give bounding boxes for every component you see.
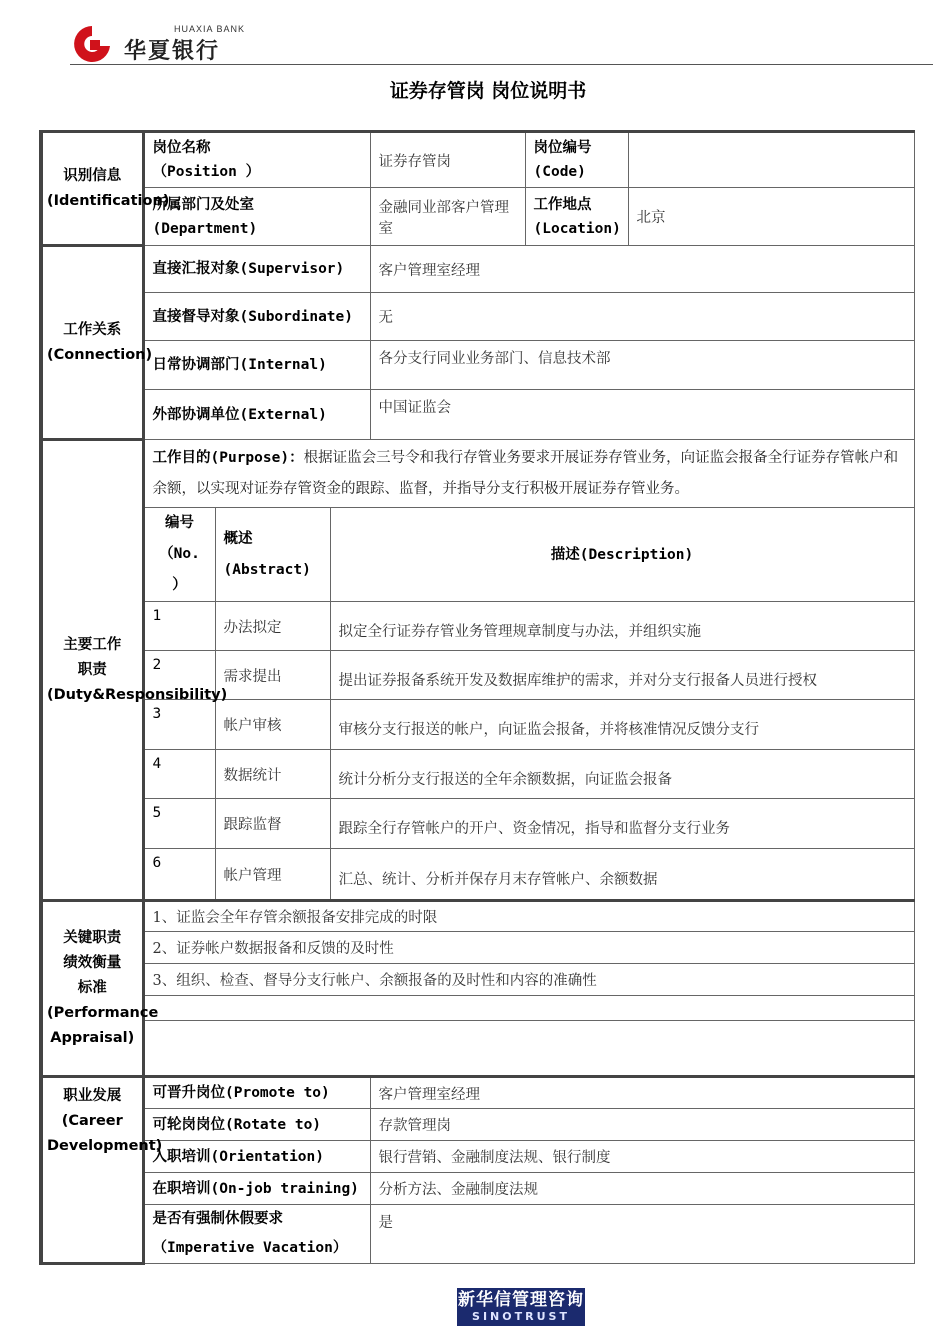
supervisor-value: 客户管理室经理 — [370, 246, 914, 293]
performance-item — [143, 996, 914, 1021]
duty-abstract: 数据统计 — [215, 750, 330, 799]
col-no-header: 编号 （No. ） — [143, 508, 215, 602]
department-label: 所属部门及处室 (Department) — [143, 188, 370, 246]
purpose — [143, 440, 914, 508]
subordinate-label: 直接督导对象(Subordinate) — [143, 293, 370, 341]
table-row — [41, 700, 914, 750]
duty-description: 提出证券报备系统开发及数据库维护的需求，并对分支行报备人员进行授权 — [330, 651, 914, 700]
duty-no: 3 — [143, 700, 215, 750]
performance-item — [143, 1021, 914, 1077]
position-value: 证券存管岗 — [370, 132, 525, 188]
col-description-header: 描述(Description) — [330, 508, 914, 602]
consultant-logo — [457, 1288, 585, 1326]
duty-abstract: 办法拟定 — [215, 602, 330, 651]
promote-value: 客户管理室经理 — [370, 1077, 914, 1109]
duty-description: 跟踪全行存管帐户的开户、资金情况，指导和监督分支行业务 — [330, 799, 914, 849]
external-label: 外部协调单位(External) — [143, 390, 370, 440]
duty-description: 审核分支行报送的帐户，向证监会报备，并将核准情况反馈分支行 — [330, 700, 914, 750]
duty-abstract: 帐户审核 — [215, 700, 330, 750]
performance-item: 3、组织、检查、督导分支行帐户、余额报备的及时性和内容的准确性 — [143, 964, 914, 996]
duty-description: 汇总、统计、分析并保存月末存管帐户、余额数据 — [330, 849, 914, 901]
duty-description: 拟定全行证券存管业务管理规章制度与办法，并组织实施 — [330, 602, 914, 651]
purpose-text: 根据证监会三号令和我行存管业务要求开展证券存管业务，向证监会报备全行证券存管帐户和余额，以实现对证券存管资金的跟踪、监督，并指导分支行积极开展证券存管业务。 — [152, 449, 899, 497]
duty-abstract: 跟踪监督 — [215, 799, 330, 849]
job-description-form — [39, 130, 912, 1263]
col-abstract-header: 概述 (Abstract) — [215, 508, 330, 602]
onjob-training-value: 分析方法、金融制度法规 — [370, 1173, 914, 1205]
table-row — [41, 602, 914, 651]
duty-no: 2 — [143, 651, 215, 700]
onjob-training-label: 在职培训(On-job training) — [143, 1173, 370, 1205]
code-label: 岗位编号 (Code) — [525, 132, 628, 188]
bank-name-en: HUAXIA BANK — [174, 24, 246, 34]
section-duty: 主要工作 职责 (Duty&Responsibility) — [41, 440, 143, 901]
internal-label: 日常协调部门(Internal) — [143, 341, 370, 390]
location-label: 工作地点 (Location) — [525, 188, 628, 246]
duty-description: 统计分析分支行报送的全年余额数据，向证监会报备 — [330, 750, 914, 799]
table-row — [41, 799, 914, 849]
performance-item: 2、证券帐户数据报备和反馈的及时性 — [143, 932, 914, 964]
duty-no: 6 — [143, 849, 215, 901]
rotate-label: 可轮岗岗位(Rotate to) — [143, 1109, 370, 1141]
purpose-label: 工作目的(Purpose)： — [152, 449, 304, 466]
duty-no: 5 — [143, 799, 215, 849]
section-identification: 识别信息 (Identification) — [41, 132, 143, 246]
orientation-value: 银行营销、金融制度法规、银行制度 — [370, 1141, 914, 1173]
section-connection: 工作关系 (Connection) — [41, 246, 143, 440]
section-career: 职业发展 (Career Development) — [41, 1077, 143, 1264]
vacation-label: 是否有强制休假要求 （Imperative Vacation） — [143, 1205, 370, 1264]
duty-no: 4 — [143, 750, 215, 799]
bank-logo — [70, 22, 250, 66]
page-title: 证券存管岗 岗位说明书 — [389, 80, 587, 102]
performance-item: 1、证监会全年存管余额报备安排完成的时限 — [143, 901, 914, 932]
promote-label: 可晋升岗位(Promote to) — [143, 1077, 370, 1109]
duty-abstract: 需求提出 — [215, 651, 330, 700]
code-value — [628, 132, 914, 188]
position-label: 岗位名称 （Position ） — [143, 132, 370, 188]
supervisor-label: 直接汇报对象(Supervisor) — [143, 246, 370, 293]
table-row — [41, 849, 914, 901]
bank-name-cn: 华夏银行 — [124, 39, 221, 64]
consultant-name-en: SINOTRUST — [472, 1310, 570, 1323]
subordinate-value: 无 — [370, 293, 914, 341]
duty-abstract: 帐户管理 — [215, 849, 330, 901]
external-value: 中国证监会 — [370, 390, 914, 440]
section-performance: 关键职责 绩效衡量 标准 (Performance Appraisal) — [41, 901, 143, 1077]
table-row — [41, 750, 914, 799]
department-value: 金融同业部客户管理室 — [370, 188, 525, 246]
bank-logo-icon — [70, 22, 114, 66]
consultant-name-cn: 新华信管理咨询 — [458, 1290, 584, 1310]
orientation-label: 入职培训(Orientation) — [143, 1141, 370, 1173]
header-divider — [70, 64, 933, 65]
duty-no: 1 — [143, 602, 215, 651]
internal-value: 各分支行同业业务部门、信息技术部 — [370, 341, 914, 390]
location-value: 北京 — [628, 188, 914, 246]
vacation-value: 是 — [370, 1205, 914, 1264]
rotate-value: 存款管理岗 — [370, 1109, 914, 1141]
